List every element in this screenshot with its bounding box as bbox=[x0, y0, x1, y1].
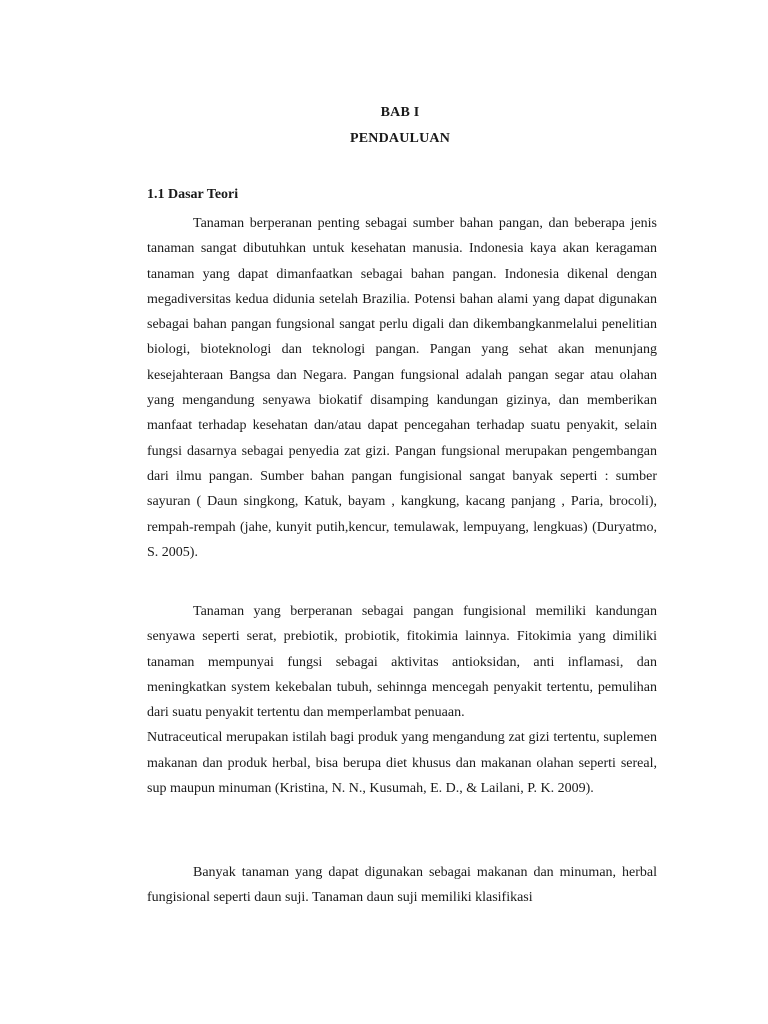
text-block bbox=[147, 211, 657, 565]
section-heading: 1.1 Dasar Teori bbox=[147, 187, 239, 202]
chapter-number: BAB I bbox=[380, 105, 420, 120]
chapter-title: PENDAULUAN bbox=[350, 131, 450, 146]
paragraph: Tanaman yang berperanan sebagai pangan fungisional memiliki kandungan senyawa seperti serat, prebiotik, probiotik, fitokimia lainnya. Fitokimia yang dimiliki tanaman mempunyai fungsi sebagai aktivitas antioksidan, anti inflamasi, dan meningkatkan system kekebalan tubuh, sehinnga mencegah penyakit tertentu, pemulihan dari suatu penyakit tertentu dan memperlambat penuaan. bbox=[147, 604, 657, 721]
text-block bbox=[147, 599, 657, 801]
paragraph: Nutraceutical merupakan istilah bagi produk yang mengandung zat gizi tertentu, suplemen makanan dan produk herbal, bisa berupa diet khusus dan makanan olahan seperti sereal, sup maupun minuman (Kristina, N. N., Kusumah, E. D., & Lailani, P. K. 2009). bbox=[147, 730, 657, 797]
text-block bbox=[147, 860, 657, 911]
paragraph: Tanaman berperanan penting sebagai sumber bahan pangan, dan beberapa jenis tanaman sangat dibutuhkan untuk kesehatan manusia. Indonesia kaya akan keragaman tanaman yang dapat dimanfaatkan sebagai bahan pangan. Indonesia dikenal dengan megadiversitas kedua didunia setelah Brazilia. Potensi bahan alami yang dapat digunakan sebagai bahan pangan fungsional sangat perlu digali dan dikembangkanmelalui penelitian biologi, bioteknologi dan teknologi pangan. Pangan yang sehat akan menunjang kesejahteraan Bangsa dan Negara. Pangan fungsional adalah pangan segar atau olahan yang mengandung senyawa biokatif disamping kandungan gizinya, dan memberikan manfaat terhadap kesehatan dan/atau dapat pencegahan terhadap suatu penyakit, selain fungsi dasarnya sebagai penyedia zat gizi. Pangan fungsional merupakan pengembangan dari ilmu pangan. Sumber bahan pangan fungisional sangat banyak seperti : sumber sayuran ( Daun singkong, Katuk, bayam , kangkung, kacang panjang , Paria, brocoli), rempah-rempah (jahe, kunyit putih,kencur, temulawak, lempuyang, lengkuas) (Duryatmo, S. 2005). bbox=[147, 216, 657, 560]
paragraph: Banyak tanaman yang dapat digunakan sebagai makanan dan minuman, herbal fungisional seperti daun suji. Tanaman daun suji memiliki klasifikasi bbox=[147, 865, 657, 906]
